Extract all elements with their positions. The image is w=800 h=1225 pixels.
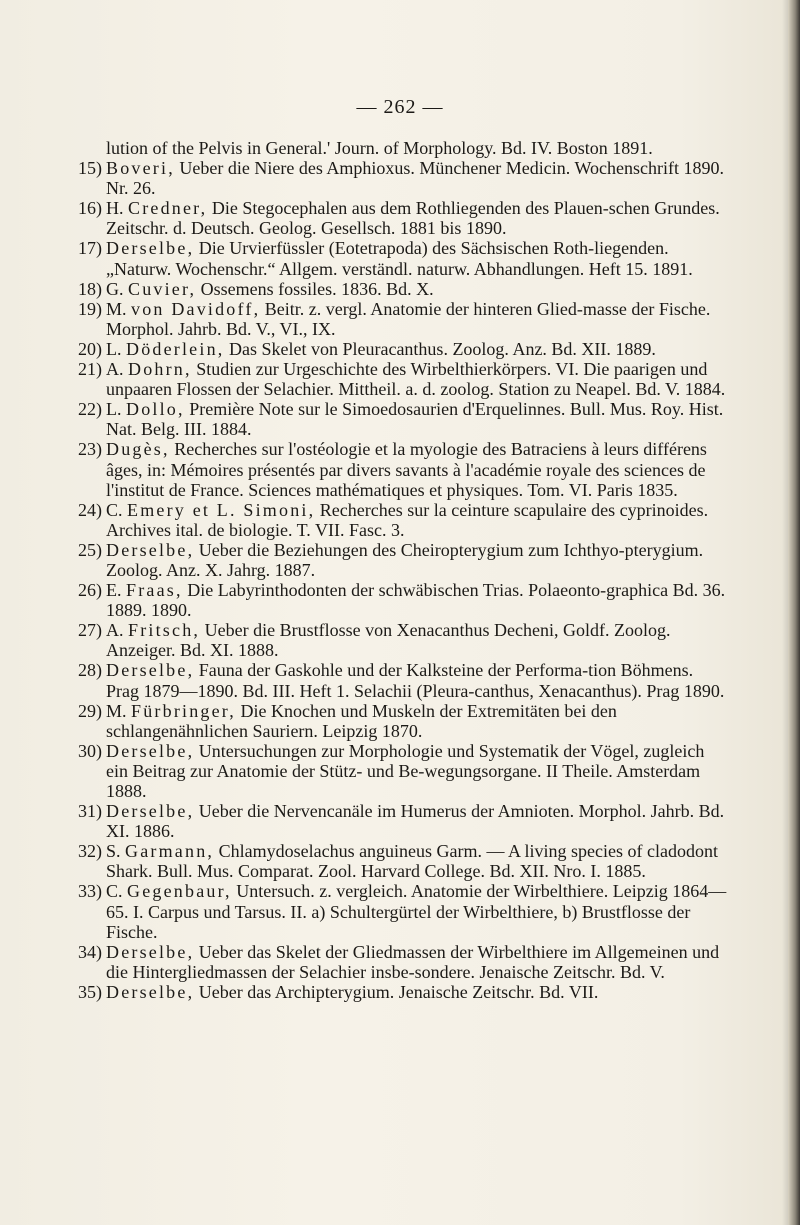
entry-initial: A. bbox=[106, 359, 128, 380]
entry-text: Première Note sur le Simoedosaurien d'Erquelinnes. Bull. Mus. Roy. Hist. Nat. Belg. III. 1884. bbox=[106, 399, 724, 440]
continued-entry: lution of the Pelvis in General.' Journ. of Morphology. Bd. IV. Boston 1891. bbox=[106, 138, 653, 158]
entry-number: 29) bbox=[78, 700, 102, 721]
bibliography-entry bbox=[78, 399, 728, 439]
entry-text: Ueber die Nervencanäle im Humerus der Amnioten. Morphol. Jahrb. Bd. XI. 1886. bbox=[106, 801, 725, 842]
entry-number: 34) bbox=[78, 941, 102, 962]
entry-number: 28) bbox=[78, 660, 102, 681]
entry-number: 19) bbox=[78, 298, 102, 319]
bibliography-entry bbox=[78, 540, 728, 580]
entry-initial: S. bbox=[106, 841, 126, 862]
entry-number: 35) bbox=[78, 981, 102, 1002]
entry-text: Recherches sur la ceinture scapulaire des cyprinoides. Archives ital. de biologie. T. VII. Fasc. 3. bbox=[106, 499, 709, 540]
bibliography-entry bbox=[78, 620, 728, 660]
entry-number: 24) bbox=[78, 499, 102, 520]
entry-number: 26) bbox=[78, 580, 102, 601]
bibliography-entry bbox=[78, 158, 728, 198]
entry-text: Beitr. z. vergl. Anatomie der hinteren Glied-masse der Fische. Morphol. Jahrb. Bd. V., VI., IX. bbox=[106, 298, 711, 339]
entry-initial: H. bbox=[106, 198, 128, 219]
entry-author: Derselbe, bbox=[106, 539, 195, 560]
entry-author: von Davidoff, bbox=[131, 298, 261, 319]
entry-number: 22) bbox=[78, 399, 102, 420]
entry-author: Dollo, bbox=[126, 399, 185, 420]
entry-initial: A. bbox=[106, 620, 128, 641]
bibliography bbox=[78, 138, 728, 1002]
entry-initial: E. bbox=[106, 580, 126, 601]
entry-text: Die Labyrinthodonten der schwäbischen Trias. Polaeonto-graphica Bd. 36. 1889. 1890. bbox=[106, 580, 726, 621]
entry-text: Untersuchungen zur Morphologie und Systematik der Vögel, zugleich ein Beitrag zur Anatomie der Stütz- und Be-wegungsorgane. II Theile. Amsterdam 1888. bbox=[106, 740, 705, 801]
entry-number: 21) bbox=[78, 359, 102, 380]
entry-author: Emery et L. Simoni, bbox=[127, 499, 316, 520]
entry-text: Ueber das Archipterygium. Jenaische Zeitschr. Bd. VII. bbox=[194, 981, 599, 1002]
entry-number: 17) bbox=[78, 238, 102, 259]
entry-author: Derselbe, bbox=[106, 941, 195, 962]
entry-author: Fraas, bbox=[126, 580, 183, 601]
bibliography-entry bbox=[78, 198, 728, 238]
entry-author: Boveri, bbox=[106, 158, 175, 179]
bibliography-entry bbox=[78, 942, 728, 982]
entry-number: 16) bbox=[78, 198, 102, 219]
entry-number: 30) bbox=[78, 740, 102, 761]
entry-author: Credner, bbox=[128, 198, 208, 219]
entry-number: 18) bbox=[78, 278, 102, 299]
entry-text: Die Knochen und Muskeln der Extremitäten bei den schlangenähnlichen Sauriern. Leipzig 1870. bbox=[106, 700, 617, 741]
entry-text: Recherches sur l'ostéologie et la myologie des Batraciens à leurs différens âges, in: Mémoires présentés par divers savants à l'académie royale des sciences de l'institut de France. Sciences mathématiques et physiques. Tom. VI. Paris 1835. bbox=[106, 439, 707, 500]
entry-initial: G. bbox=[106, 278, 128, 299]
entry-initial: C. bbox=[106, 499, 128, 520]
entry-initial: M. bbox=[106, 298, 132, 319]
entry-text: Ueber die Brustflosse von Xenacanthus Decheni, Goldf. Zoolog. Anzeiger. Bd. XI. 1888. bbox=[106, 620, 671, 661]
entry-number: 20) bbox=[78, 338, 102, 359]
entry-author: Döderlein, bbox=[126, 338, 225, 359]
entry-text: Ueber das Skelet der Gliedmassen der Wirbelthiere im Allgemeinen und die Hintergliedmassen der Selachier insbe-sondere. Jenaische Zeitschr. Bd. V. bbox=[106, 941, 720, 982]
bibliography-entry bbox=[78, 701, 728, 741]
bibliography-entry bbox=[78, 580, 728, 620]
entry-text: Ueber die Beziehungen des Cheiropterygium zum Ichthyo-pterygium. Zoolog. Anz. X. Jahrg. 1887. bbox=[106, 539, 704, 580]
entry-number: 23) bbox=[78, 439, 102, 460]
bibliography-entry bbox=[78, 982, 728, 1002]
entry-author: Dugès, bbox=[106, 439, 170, 460]
entry-author: Derselbe, bbox=[106, 238, 195, 259]
entry-number: 15) bbox=[78, 158, 102, 179]
entry-author: Garmann, bbox=[125, 841, 215, 862]
entry-number: 25) bbox=[78, 539, 102, 560]
entry-number: 32) bbox=[78, 841, 102, 862]
entry-initial: L. bbox=[106, 399, 126, 420]
entry-number: 31) bbox=[78, 801, 102, 822]
bibliography-entry bbox=[78, 299, 728, 339]
entry-number: 27) bbox=[78, 620, 102, 641]
entry-text: Ueber die Niere des Amphioxus. Münchener Medicin. Wochenschrift 1890. Nr. 26. bbox=[106, 158, 724, 199]
bibliography-entry bbox=[78, 339, 728, 359]
bibliography-entry bbox=[78, 881, 728, 941]
entry-author: Fürbringer, bbox=[131, 700, 236, 721]
bibliography-entry bbox=[78, 741, 728, 801]
entry-author: Dohrn, bbox=[128, 359, 192, 380]
entry-author: Gegenbaur, bbox=[127, 881, 232, 902]
bibliography-entry bbox=[78, 238, 728, 278]
bibliography-entry bbox=[78, 279, 728, 299]
entry-author: Cuvier, bbox=[128, 278, 197, 299]
entry-text: Die Urvierfüssler (Eotetrapoda) des Sächsischen Roth-liegenden. „Naturw. Wochenschr.“ Allgem. verständl. naturw. Abhandlungen. Heft 15. 1891. bbox=[106, 238, 693, 279]
bibliography-entry bbox=[78, 500, 728, 540]
entry-list bbox=[78, 158, 728, 1002]
entry-author: Derselbe, bbox=[106, 740, 195, 761]
entry-author: Derselbe, bbox=[106, 660, 195, 681]
entry-initial: M. bbox=[106, 700, 132, 721]
bibliography-entry bbox=[78, 841, 728, 881]
entry-text: Ossemens fossiles. 1836. Bd. X. bbox=[196, 278, 434, 299]
bibliography-entry bbox=[78, 801, 728, 841]
entry-author: Fritsch, bbox=[128, 620, 201, 641]
entry-text: Studien zur Urgeschichte des Wirbelthierkörpers. VI. Die paarigen und unpaaren Flossen der Selachier. Mittheil. a. d. zoolog. Station zu Neapel. Bd. V. 1884. bbox=[106, 359, 726, 400]
bibliography-entry bbox=[78, 439, 728, 499]
entry-initial: C. bbox=[106, 881, 128, 902]
bibliography-entry bbox=[78, 359, 728, 399]
entry-initial: L. bbox=[106, 338, 126, 359]
entry-text: Das Skelet von Pleuracanthus. Zoolog. Anz. Bd. XII. 1889. bbox=[224, 338, 656, 359]
entry-author: Derselbe, bbox=[106, 981, 195, 1002]
entry-text: Fauna der Gaskohle und der Kalksteine der Performa-tion Böhmens. Prag 1879—1890. Bd. III. Heft 1. Selachii (Pleura-canthus, Xenacanthus). Prag 1890. bbox=[106, 660, 725, 701]
bibliography-entry bbox=[78, 660, 728, 700]
page-number: — 262 — bbox=[356, 96, 444, 118]
entry-author: Derselbe, bbox=[106, 801, 195, 822]
book-edge bbox=[788, 0, 800, 1225]
entry-text: Untersuch. z. vergleich. Anatomie der Wirbelthiere. Leipzig 1864—65. I. Carpus und Tarsus. II. a) Schultergürtel der Wirbelthiere, b) Brustflosse der Fische. bbox=[106, 881, 727, 942]
entry-number: 33) bbox=[78, 881, 102, 902]
entry-text: Die Stegocephalen aus dem Rothliegenden des Plauen-schen Grundes. Zeitschr. d. Deutsch. Geolog. Gesellsch. 1881 bis 1890. bbox=[106, 198, 720, 239]
entry-text: Chlamydoselachus anguineus Garm. — A living species of cladodont Shark. Bull. Mus. Comparat. Zool. Harvard College. Bd. XII. Nro. I. 1885. bbox=[106, 841, 719, 882]
